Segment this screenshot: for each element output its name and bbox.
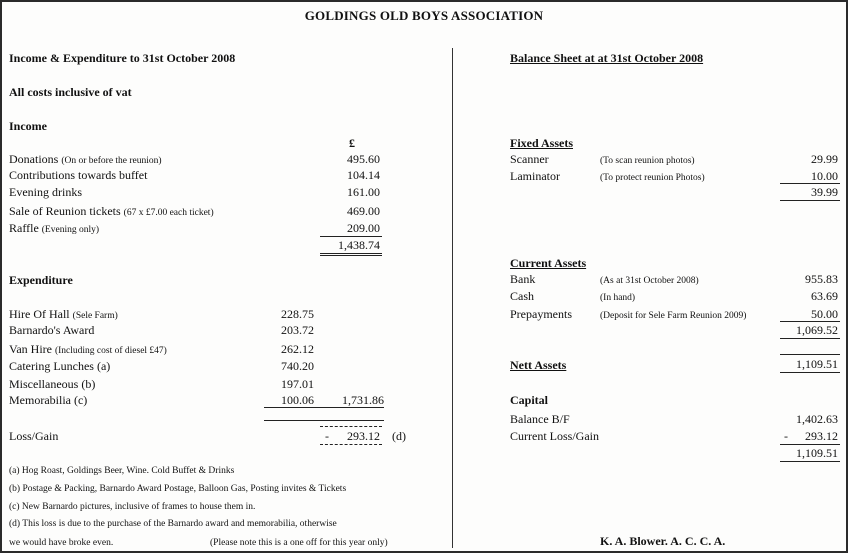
income-row-amount: 495.60 bbox=[347, 152, 380, 166]
nett-assets-rule bbox=[780, 354, 840, 355]
expenditure-heading: Expenditure bbox=[9, 273, 73, 287]
loss-box-bottom bbox=[320, 444, 382, 445]
fixed-asset-note: (To protect reunion Photos) bbox=[600, 173, 705, 183]
current-asset-label: Bank bbox=[510, 272, 536, 286]
loss-box-top bbox=[320, 426, 382, 427]
balance-bf-label: Balance B/F bbox=[510, 412, 570, 426]
signature: K. A. Blower. A. C. C. A. bbox=[600, 534, 726, 548]
nett-assets-rule bbox=[780, 372, 840, 373]
nett-assets-value: 1,109.51 bbox=[796, 357, 838, 371]
income-statement-heading: Income & Expenditure to 31st October 2008 bbox=[9, 51, 236, 65]
expenditure-row-amount: 197.01 bbox=[281, 377, 314, 391]
expenditure-total-rule bbox=[264, 407, 384, 408]
current-asset-amount: 63.69 bbox=[811, 289, 838, 303]
nett-assets-label: Nett Assets bbox=[510, 358, 567, 372]
income-total-double-rule bbox=[320, 255, 382, 256]
capital-total-rule bbox=[780, 461, 840, 462]
income-total-double-rule bbox=[320, 253, 382, 254]
expenditure-row-label: Memorabilia (c) bbox=[9, 393, 88, 407]
expenditure-total-rule bbox=[264, 420, 384, 421]
current-total-rule bbox=[780, 338, 840, 339]
expenditure-row-label: Van Hire (Including cost of diesel £47) bbox=[9, 342, 167, 356]
income-heading: Income bbox=[9, 119, 47, 133]
fixed-total-rule bbox=[780, 183, 840, 184]
income-row-amount: 161.00 bbox=[347, 185, 380, 199]
income-row-label: Raffle (Evening only) bbox=[9, 221, 100, 235]
fixed-asset-label: Scanner bbox=[510, 152, 549, 166]
income-row-label: Contributions towards buffet bbox=[9, 168, 148, 182]
income-total: 1,438.74 bbox=[338, 238, 380, 252]
current-asset-note: (As at 31st October 2008) bbox=[600, 276, 699, 286]
fixed-assets-total: 39.99 bbox=[811, 185, 838, 199]
income-row-label: Sale of Reunion tickets (67 x £7.00 each ticket) bbox=[9, 204, 214, 218]
vat-note: All costs inclusive of vat bbox=[9, 85, 132, 99]
expenditure-row-label: Miscellaneous (b) bbox=[9, 377, 96, 391]
fixed-total-rule bbox=[780, 200, 840, 201]
income-row-amount: 209.00 bbox=[347, 221, 380, 235]
footnote: we would have broke even. bbox=[9, 538, 114, 548]
capital-total: 1,109.51 bbox=[796, 446, 838, 460]
expenditure-row-label: Barnardo's Award bbox=[9, 323, 95, 337]
footnote: (c) New Barnardo pictures, inclusive of frames to house them in. bbox=[9, 502, 256, 512]
loss-sign: - bbox=[325, 429, 329, 443]
page-title: GOLDINGS OLD BOYS ASSOCIATION bbox=[304, 8, 544, 23]
fixed-asset-amount: 29.99 bbox=[811, 152, 838, 166]
current-asset-label: Cash bbox=[510, 289, 534, 303]
current-asset-label: Prepayments bbox=[510, 307, 572, 321]
current-assets-heading: Current Assets bbox=[510, 256, 587, 270]
loss-value: 293.12 bbox=[347, 429, 380, 443]
current-asset-amount: 955.83 bbox=[805, 272, 838, 286]
expenditure-row-amount: 100.06 bbox=[281, 393, 314, 407]
current-loss-value: 293.12 bbox=[805, 429, 838, 443]
fixed-asset-amount: 10.00 bbox=[811, 169, 838, 183]
income-row-amount: 104.14 bbox=[347, 168, 380, 182]
current-asset-amount: 50.00 bbox=[811, 307, 838, 321]
current-asset-note: (Deposit for Sele Farm Reunion 2009) bbox=[600, 311, 747, 321]
expenditure-row-amount: 203.72 bbox=[281, 323, 314, 337]
income-row-label: Evening drinks bbox=[9, 185, 82, 199]
current-total-rule bbox=[780, 321, 840, 322]
balance-sheet-heading: Balance Sheet at at 31st October 2008 bbox=[510, 51, 704, 65]
currency-symbol: £ bbox=[349, 136, 355, 150]
income-row-label: Donations (On or before the reunion) bbox=[9, 152, 162, 166]
current-loss-sign: - bbox=[784, 429, 788, 443]
footnote: (a) Hog Roast, Goldings Beer, Wine. Cold Buffet & Drinks bbox=[9, 466, 235, 476]
expenditure-row-label: Catering Lunches (a) bbox=[9, 359, 111, 373]
column-divider bbox=[452, 48, 453, 548]
current-assets-total: 1,069.52 bbox=[796, 323, 838, 337]
expenditure-row-amount: 740.20 bbox=[281, 359, 314, 373]
current-asset-note: (In hand) bbox=[600, 293, 636, 303]
fixed-asset-label: Laminator bbox=[510, 169, 560, 183]
capital-heading: Capital bbox=[510, 393, 549, 407]
fixed-assets-heading: Fixed Assets bbox=[510, 136, 573, 150]
expenditure-row-amount: 228.75 bbox=[281, 307, 314, 321]
income-subtotal-rule bbox=[320, 236, 382, 237]
loss-gain-label: Loss/Gain bbox=[9, 429, 59, 443]
footnote: (b) Postage & Packing, Barnardo Award Postage, Balloon Gas, Posting invites & Tickets bbox=[9, 484, 347, 494]
balance-bf-value: 1,402.63 bbox=[796, 412, 838, 426]
one-off-note: (Please note this is a one off for this year only) bbox=[210, 538, 388, 548]
income-row-amount: 469.00 bbox=[347, 204, 380, 218]
capital-total-rule bbox=[780, 444, 840, 445]
current-loss-label: Current Loss/Gain bbox=[510, 429, 599, 443]
fixed-asset-note: (To scan reunion photos) bbox=[600, 156, 695, 166]
expenditure-row-amount: 262.12 bbox=[281, 342, 314, 356]
loss-ref: (d) bbox=[392, 429, 406, 443]
expenditure-total: 1,731.86 bbox=[342, 393, 384, 407]
footnote: (d) This loss is due to the purchase of the Barnardo award and memorabilia, otherwise bbox=[9, 519, 337, 529]
expenditure-row-label: Hire Of Hall (Sele Farm) bbox=[9, 307, 118, 321]
